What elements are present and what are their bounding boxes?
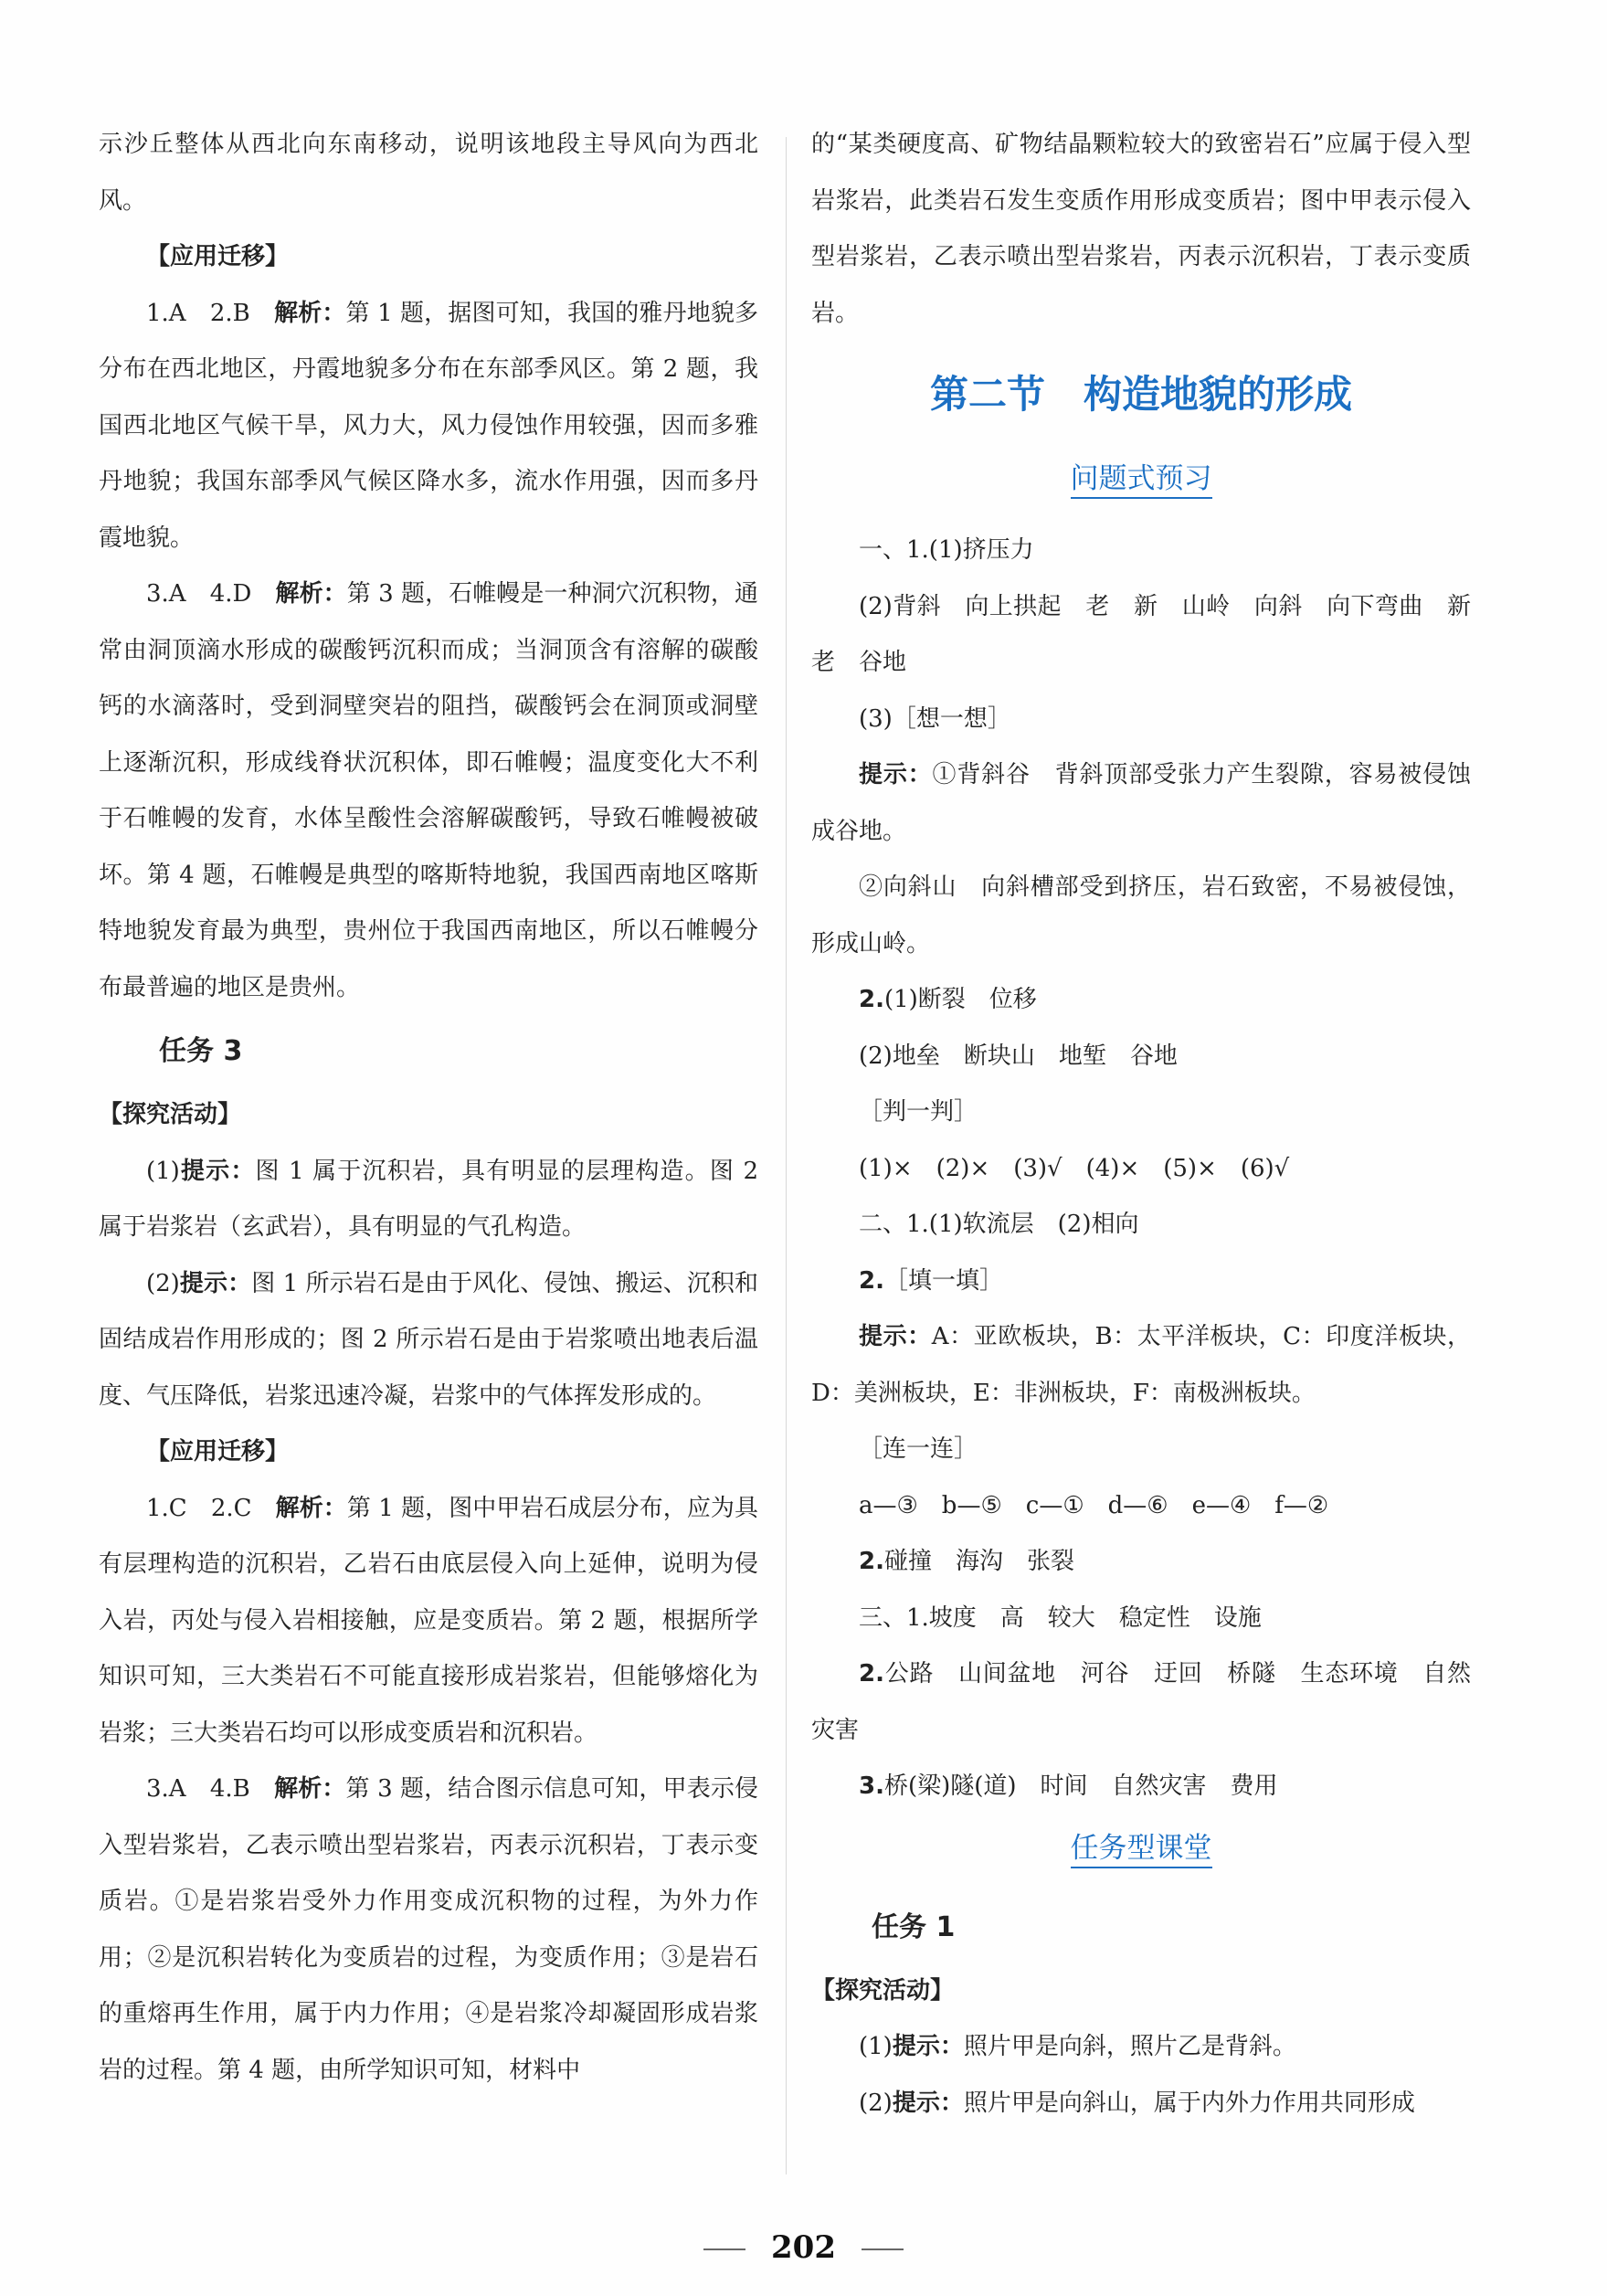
hint-label: 提示：: [892, 2033, 964, 2060]
list-item: [811, 972, 1471, 1029]
task-1-heading: 任务 1: [872, 1910, 956, 1943]
hint-paragraph: [99, 1256, 758, 1425]
hint-number: (2): [146, 1269, 180, 1297]
list-item: 一、1.(1)挤压力: [859, 536, 1034, 564]
subsection-title-preview: [811, 446, 1471, 512]
hint-number: (2): [859, 2089, 893, 2117]
analysis-text: 第 1 题，据图可知，我国的雅丹地貌多分布在西北地区，丹霞地貌多分布在东部季风区。第 2 题，我国西北地区气候干旱，风力大，风力侵蚀作用较强，因而多雅丹地貌；我国东部季风气候区降水多，流水作用强，因而多丹霞地貌。: [99, 299, 759, 552]
answer-paragraph: [99, 566, 758, 1016]
item-text: 碰撞 海沟 张裂: [883, 1548, 1074, 1575]
analysis-text: 第 3 题，石帷幔是一种洞穴沉积物，通常由洞顶滴水形成的碳酸钙沉积而成；当洞顶含有溶解的碳酸钙的水滴落时，受到洞壁突岩的阻挡，碳酸钙会在洞顶或洞壁上逐渐沉积，形成线脊状沉积体，即石帷幔；温度变化大不利于石帷幔的发育，水体呈酸性会溶解碳酸钙，导致石帷幔被破坏。第 4 题，石帷幔是典型的喀斯特地貌，我国西南地区喀斯特地貌发育最为典型，贵州位于我国西南地区，所以石帷幔分布最普遍的地区是贵州。: [99, 580, 758, 1001]
hint-text: 照片甲是向斜山，属于内外力作用共同形成: [963, 2089, 1415, 2117]
paragraph: 的“某类硬度高、矿物结晶颗粒较大的致密岩石”应属于侵入型岩浆岩，此类岩石发生变质作用形成变质岩；图中甲表示侵入型岩浆岩，乙表示喷出型岩浆岩，丙表示沉积岩，丁表示变质岩。: [811, 131, 1471, 327]
list-item: (3)［想一想］: [859, 704, 1011, 733]
hint-paragraph: [99, 1144, 758, 1256]
hint-text: A：亚欧板块，B：太平洋板块，C：印度洋板块，D：美洲板块，E：非洲板块，F：南极洲板块。: [811, 1323, 1471, 1407]
list-item: 二、1.(1)软流层 (2)相向: [859, 1211, 1139, 1238]
item-number: 3.: [859, 1772, 884, 1800]
analysis-label: 解析：: [274, 1775, 346, 1803]
answer-paragraph: [99, 1762, 758, 2099]
list-item: 三、1.坡度 高 较大 稳定性 设施: [859, 1603, 1262, 1632]
hint-label: 提示：: [859, 761, 933, 788]
analysis-label: 解析：: [275, 1494, 347, 1522]
item-text: 公路 山间盆地 河谷 迂回 桥隧 生态环境 自然灾害: [811, 1660, 1471, 1744]
item-text: (1)断裂 位移: [883, 986, 1037, 1013]
list-item: (1)× (2)× (3)√ (4)× (5)× (6)√: [859, 1154, 1290, 1182]
page-footer: [0, 2229, 1607, 2266]
item-number: 2.: [859, 986, 884, 1013]
subsection-title-text: 问题式预习: [1071, 462, 1212, 499]
analysis-label: 解析：: [274, 299, 346, 327]
item-text: ［填一填］: [883, 1266, 1003, 1295]
analysis-text: 第 1 题，图中甲岩石成层分布，应为具有层理构造的沉积岩，乙岩石由底层侵入向上延伸，说明为侵入岩，丙处与侵入岩相接触，应是变质岩。第 2 题，根据所学知识可知，三大类岩石不可能直接形成岩浆岩，但能够熔化为岩浆；三大类岩石均可以形成变质岩和沉积岩。: [99, 1494, 758, 1747]
column-divider: [786, 137, 787, 2174]
list-item: ②向斜山 向斜槽部受到挤压，岩石致密，不易被侵蚀，形成山岭。: [811, 873, 1471, 958]
page-number: 202: [771, 2229, 836, 2266]
hint-text: 图 1 所示岩石是由于风化、侵蚀、搬运、沉积和固结成岩作用形成的；图 2 所示岩石是由于岩浆喷出地表后温度、气压降低，岩浆迅速冷凝，岩浆中的气体挥发形成的。: [99, 1269, 758, 1410]
footer-dash: [862, 2248, 904, 2250]
list-item: ［连一连］: [859, 1435, 978, 1463]
subsection-title-classroom: [811, 1815, 1471, 1881]
analysis-text: 第 3 题，结合图示信息可知，甲表示侵入型岩浆岩，乙表示喷出型岩浆岩，丙表示沉积岩，丁表示变质岩。①是岩浆岩受外力作用变成沉积物的过程，为外力作用；②是沉积岩转化为变质岩的过程，为变质作用；③是岩石的重熔再生作用，属于内力作用；④是岩浆冷却凝固形成岩浆岩的过程。第 4 题，由所学知识可知，材料中: [99, 1775, 759, 2084]
hint-text: 照片甲是向斜，照片乙是背斜。: [963, 2033, 1296, 2060]
list-item: [811, 1254, 1471, 1310]
answer-key: 3.A 4.D: [146, 580, 276, 608]
task-3-heading: 任务 3: [159, 1035, 243, 1067]
list-item: [811, 1646, 1471, 1759]
left-column: [99, 117, 758, 2099]
hint-paragraph: [811, 1309, 1471, 1422]
section-title: 第二节 构造地貌的形成: [929, 372, 1352, 417]
hint-paragraph: [811, 747, 1471, 860]
analysis-label: 解析：: [275, 580, 347, 608]
heading-explore: 【探究活动】: [99, 1101, 242, 1128]
item-text: 桥(梁)隧(道) 时间 自然灾害 费用: [883, 1772, 1278, 1800]
item-number: 2.: [859, 1548, 884, 1575]
hint-label: 提示：: [892, 2089, 964, 2117]
subsection-title-text: 任务型课堂: [1071, 1832, 1212, 1868]
list-item: (2)背斜 向上拱起 老 新 山岭 向斜 向下弯曲 新 老 谷地: [811, 592, 1496, 676]
hint-number: (1): [146, 1157, 180, 1185]
heading-explore: 【探究活动】: [811, 1976, 955, 2005]
hint-label: 提示：: [179, 1269, 252, 1297]
list-item: (2)地垒 断块山 地堑 谷地: [859, 1042, 1178, 1070]
hint-paragraph: [811, 2076, 1471, 2132]
footer-dash: [703, 2248, 745, 2250]
heading-application: 【应用迁移】: [146, 243, 290, 270]
hint-text: 图 1 属于沉积岩，具有明显的层理构造。图 2 属于岩浆岩（玄武岩），具有明显的气孔构造。: [99, 1157, 758, 1241]
paragraph: 示沙丘整体从西北向东南移动，说明该地段主导风向为西北风。: [99, 131, 758, 215]
list-item: [811, 1534, 1471, 1591]
item-number: 2.: [859, 1660, 884, 1688]
hint-label: 提示：: [179, 1157, 256, 1185]
answer-paragraph: [99, 1481, 758, 1762]
hint-label: 提示：: [859, 1323, 932, 1350]
answer-key: 1.C 2.C: [146, 1494, 276, 1522]
list-item: a—③ b—⑤ c—① d—⑥ e—④ f—②: [859, 1491, 1329, 1519]
item-number: 2.: [859, 1266, 884, 1295]
list-item: [811, 1759, 1471, 1815]
hint-number: (1): [859, 2033, 893, 2060]
answer-key: 3.A 4.B: [146, 1775, 275, 1803]
list-item: ［判一判］: [859, 1098, 978, 1126]
hint-text: ①背斜谷 背斜顶部受张力产生裂隙，容易被侵蚀成谷地。: [811, 761, 1471, 845]
answer-paragraph: [99, 286, 758, 567]
hint-paragraph: [811, 2019, 1471, 2076]
heading-application: 【应用迁移】: [146, 1438, 290, 1465]
answer-key: 1.A 2.B: [146, 299, 275, 327]
right-column: [811, 117, 1496, 2132]
